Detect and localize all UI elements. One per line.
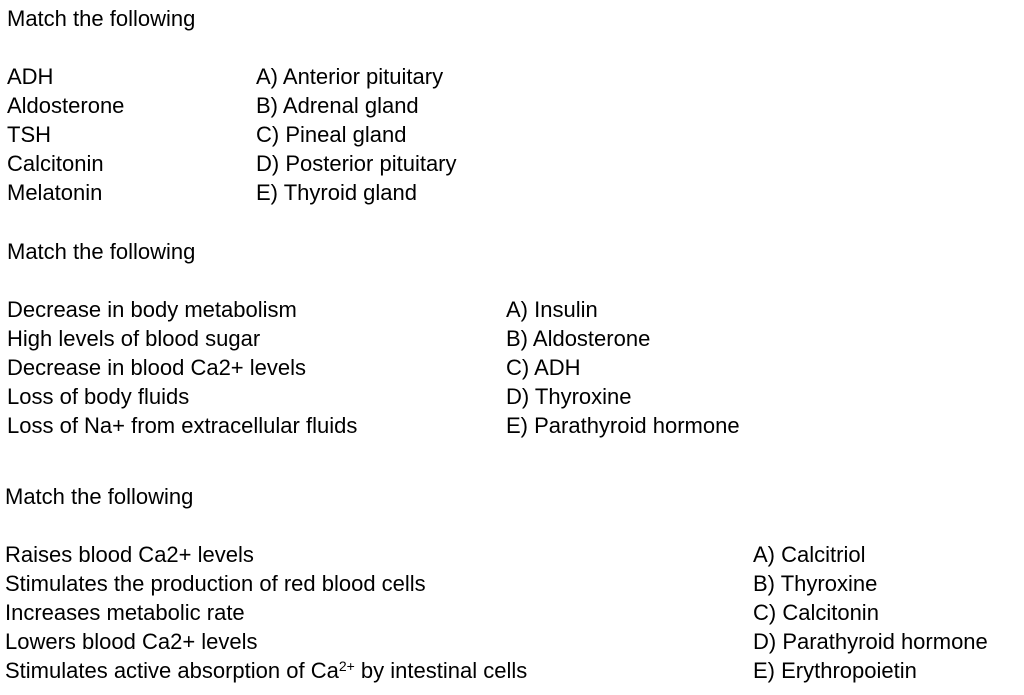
right-column bbox=[753, 540, 988, 685]
option-item: A) Anterior pituitary bbox=[256, 64, 444, 89]
left-item: Raises blood Ca2+ levels bbox=[5, 542, 254, 567]
text-after: by intestinal cells bbox=[354, 658, 528, 683]
left-item: Stimulates the production of red blood cells bbox=[5, 571, 426, 596]
option-item: E) Thyroid gland bbox=[256, 180, 418, 205]
left-item: Decrease in body metabolism bbox=[7, 297, 297, 322]
left-item: High levels of blood sugar bbox=[7, 326, 261, 351]
left-column bbox=[7, 62, 124, 207]
left-item: Lowers blood Ca2+ levels bbox=[5, 629, 258, 654]
option-item: B) Aldosterone bbox=[506, 326, 651, 351]
option-item: D) Posterior pituitary bbox=[256, 151, 457, 176]
left-item: Loss of body fluids bbox=[7, 384, 190, 409]
left-item: Increases metabolic rate bbox=[5, 600, 245, 625]
option-item: A) Insulin bbox=[506, 297, 598, 322]
text-before: Stimulates active absorption of Ca bbox=[5, 658, 339, 683]
left-item-superscript bbox=[5, 656, 527, 685]
option-item: D) Thyroxine bbox=[506, 384, 632, 409]
left-item: Loss of Na+ from extracellular fluids bbox=[7, 413, 358, 438]
left-item: Aldosterone bbox=[7, 93, 125, 118]
section-title: Match the following bbox=[5, 484, 194, 509]
option-item: B) Adrenal gland bbox=[256, 93, 419, 118]
option-item: E) Erythropoietin bbox=[753, 658, 917, 683]
right-column bbox=[506, 295, 740, 440]
option-item: C) Pineal gland bbox=[256, 122, 407, 147]
option-item: D) Parathyroid hormone bbox=[753, 629, 988, 654]
section-title: Match the following bbox=[7, 239, 196, 264]
option-item: E) Parathyroid hormone bbox=[506, 413, 740, 438]
left-item: TSH bbox=[7, 122, 51, 147]
option-item: C) Calcitonin bbox=[753, 600, 879, 625]
left-item: Decrease in blood Ca2+ levels bbox=[7, 355, 307, 380]
right-column bbox=[256, 62, 457, 207]
superscript: 2+ bbox=[338, 658, 355, 674]
left-item: ADH bbox=[7, 64, 54, 89]
left-column bbox=[7, 295, 357, 440]
left-column bbox=[5, 540, 527, 685]
section-title: Match the following bbox=[7, 6, 196, 31]
option-item: C) ADH bbox=[506, 355, 581, 380]
left-item: Calcitonin bbox=[7, 151, 104, 176]
option-item: B) Thyroxine bbox=[753, 571, 878, 596]
option-item: A) Calcitriol bbox=[753, 542, 866, 567]
left-item: Melatonin bbox=[7, 180, 103, 205]
